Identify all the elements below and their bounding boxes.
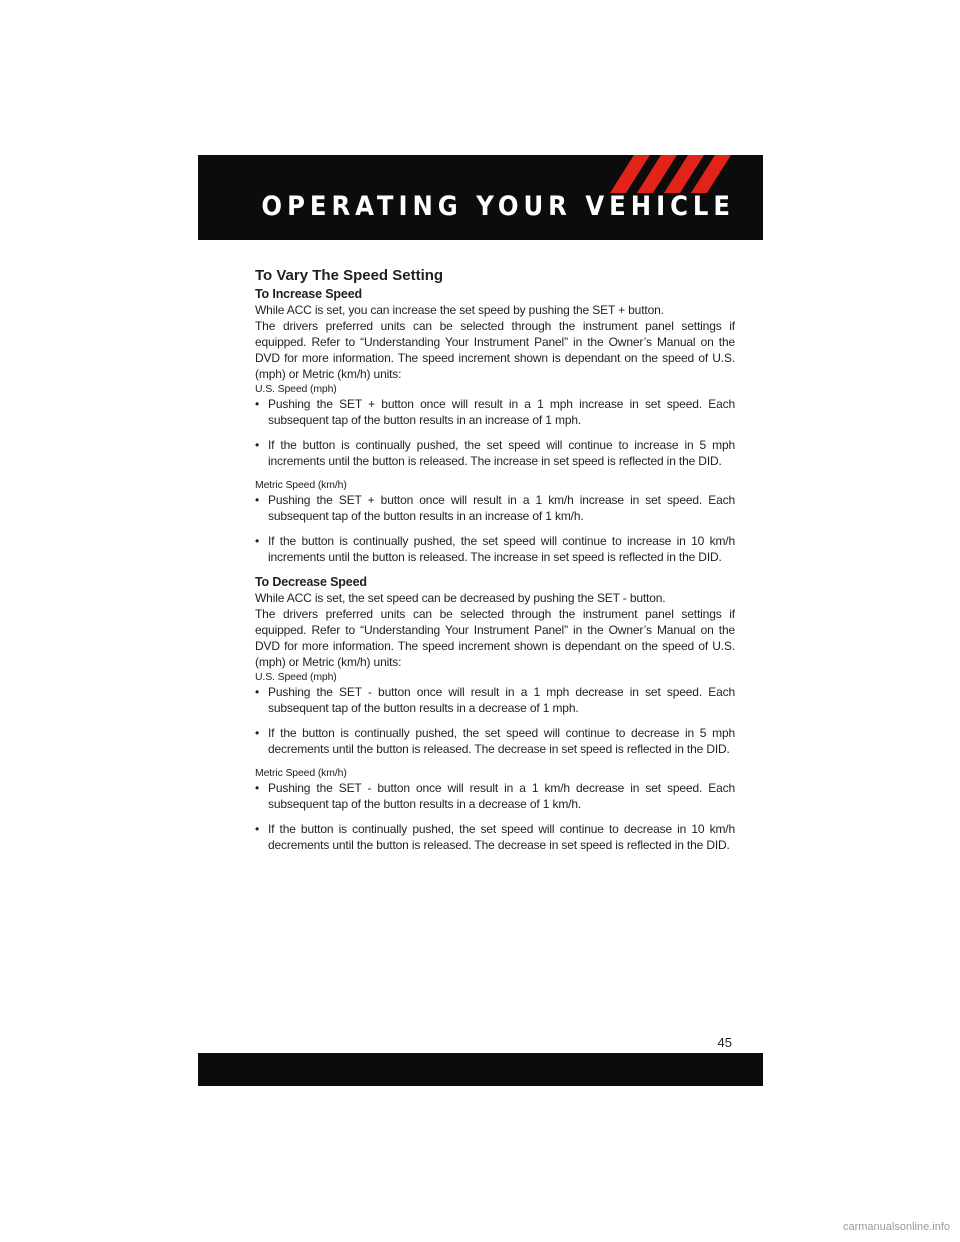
increase-subheading: To Increase Speed xyxy=(255,287,362,301)
watermark-text: carmanualsonline.info xyxy=(842,1221,950,1233)
bullet-icon: • xyxy=(255,493,260,507)
increase-units-paragraph: The drivers preferred units can be selected through the instrument panel settings if equipped. Refer to “Understanding Your Instrument Panel” in the Owner’s Manual on the DVD for more information. The speed increment shown is dependant on the speed of U.S. (mph) or Metric (km/h) units: xyxy=(255,319,735,381)
decrease-subheading: To Decrease Speed xyxy=(255,575,367,589)
section-title: OPERATING YOUR VEHICLE xyxy=(261,191,735,222)
bullet-icon: • xyxy=(255,822,260,836)
decrease-units-paragraph: The drivers preferred units can be selected through the instrument panel settings if equipped. Refer to “Understanding Your Instrument Panel” in the Owner’s Manual on the DVD for more information. The speed increment shown is dependant on the speed of U.S. (mph) or Metric (km/h) units: xyxy=(255,607,735,669)
bullet-text: If the button is continually pushed, the set speed will continue to increase in 10 km/h increments until the button is released. The increase in set speed is reflected in the DID. xyxy=(268,534,735,564)
section-header-bar xyxy=(198,155,763,240)
list-item xyxy=(255,780,735,812)
bullet-text: Pushing the SET - button once will result in a 1 mph decrease in set speed. Each subsequent tap of the button results in a decrease of 1 mph. xyxy=(268,685,735,715)
racing-stripes-logo xyxy=(610,155,763,193)
bullet-icon: • xyxy=(255,397,260,411)
bullet-icon: • xyxy=(255,438,260,452)
page-heading: To Vary The Speed Setting xyxy=(255,267,444,284)
decrease-us-label: U.S. Speed (mph) xyxy=(255,671,337,683)
decrease-intro: While ACC is set, the set speed can be decreased by pushing the SET - button. xyxy=(255,591,666,605)
bullet-icon: • xyxy=(255,726,260,740)
bullet-text: If the button is continually pushed, the set speed will continue to decrease in 5 mph decrements until the button is released. The decrease in set speed is reflected in the DID. xyxy=(268,726,735,756)
bullet-text: Pushing the SET + button once will result in a 1 mph increase in set speed. Each subsequent tap of the button results in an increase of 1 mph. xyxy=(268,397,735,427)
bullet-text: Pushing the SET + button once will result in a 1 km/h increase in set speed. Each subsequent tap of the button results in an increase of 1 km/h. xyxy=(268,493,735,523)
increase-metric-label: Metric Speed (km/h) xyxy=(255,479,347,491)
bullet-icon: • xyxy=(255,534,260,548)
decrease-metric-label: Metric Speed (km/h) xyxy=(255,767,347,779)
page-content xyxy=(255,266,735,862)
bullet-text: If the button is continually pushed, the set speed will continue to decrease in 10 km/h decrements until the button is released. The decrease in set speed is reflected in the DID. xyxy=(268,822,735,852)
list-item xyxy=(255,821,735,853)
list-item xyxy=(255,396,735,428)
increase-intro: While ACC is set, you can increase the set speed by pushing the SET + button. xyxy=(255,303,664,317)
list-item xyxy=(255,437,735,469)
list-item xyxy=(255,684,735,716)
footer-bar xyxy=(198,1053,763,1086)
bullet-text: Pushing the SET - button once will result in a 1 km/h decrease in set speed. Each subsequent tap of the button results in a decrease of 1 km/h. xyxy=(268,781,735,811)
bullet-icon: • xyxy=(255,781,260,795)
list-item xyxy=(255,725,735,757)
bullet-icon: • xyxy=(255,685,260,699)
list-item xyxy=(255,492,735,524)
increase-us-label: U.S. Speed (mph) xyxy=(255,383,337,395)
bullet-text: If the button is continually pushed, the set speed will continue to increase in 5 mph increments until the button is released. The increase in set speed is reflected in the DID. xyxy=(268,438,735,468)
page-number: 45 xyxy=(717,1035,732,1050)
list-item xyxy=(255,533,735,565)
